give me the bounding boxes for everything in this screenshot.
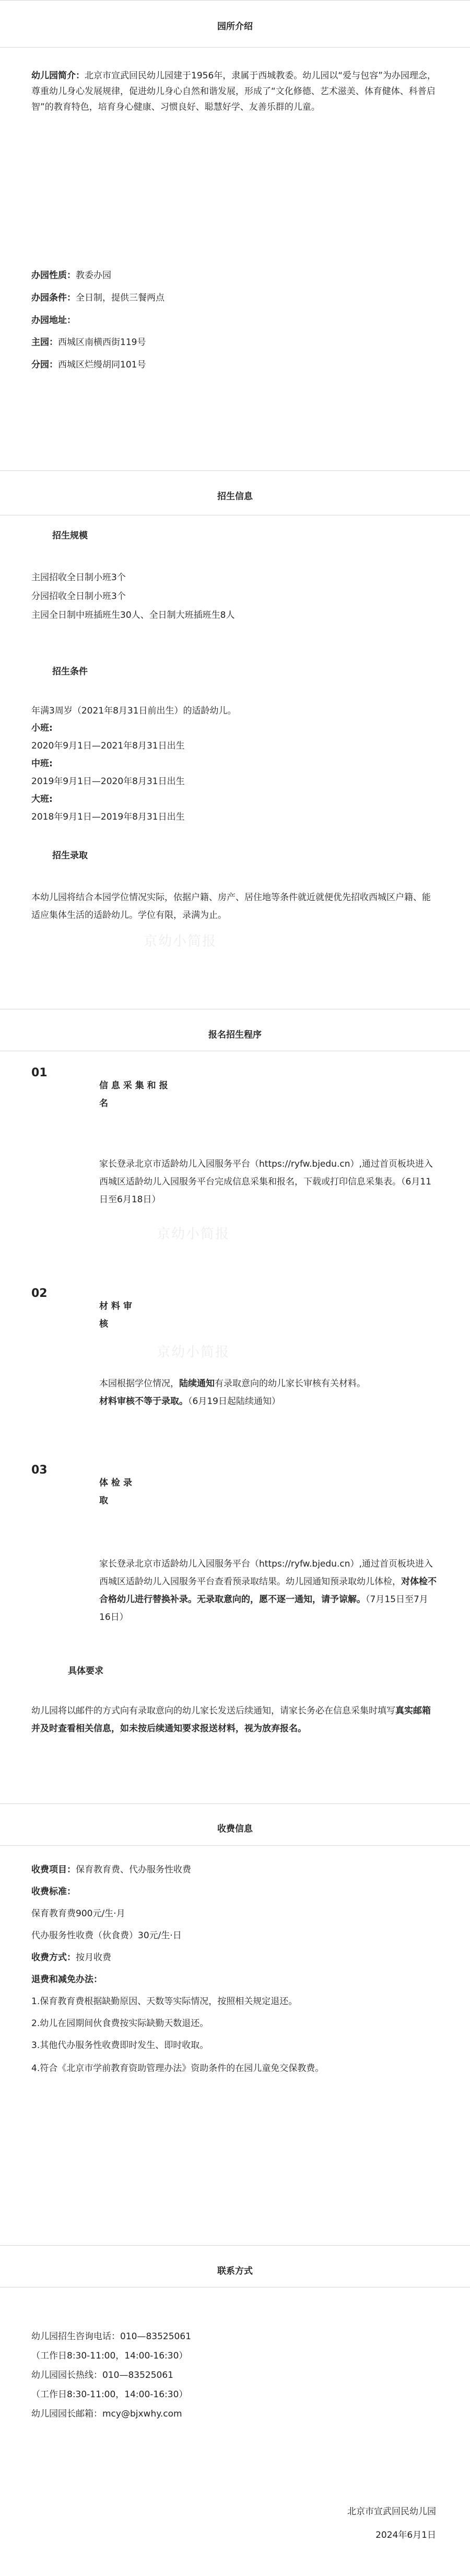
intro-branch-campus [31,357,439,373]
step-title: 名 [99,1098,108,1109]
contact-phone-director [31,2367,173,2383]
step-title: 核 [99,1319,108,1329]
fee-standard-label: 收费标准： [31,1887,76,1897]
step-text-emphasis: 材料审核不等于录取。 [99,1396,188,1407]
intro-condition [31,290,439,306]
step-title: 取 [99,1496,108,1506]
section-title-fees: 收费信息 [217,1824,253,1834]
divider [0,47,470,48]
email-label: 幼儿园园长邮箱： [31,2409,102,2419]
step-text-part: （7月15日至7月16日） [99,1594,428,1623]
intro-address-label [31,313,439,328]
fee-items [31,1862,191,1878]
watermark: 京幼小简报 [144,934,217,949]
mid-class-range: 2019年9月1日—2020年8月31日出生 [31,776,185,787]
fee-standard-item: 保育教育费900元/生·月 [31,1908,125,1919]
phone-label: 幼儿园招生咨询电话： [31,2331,120,2342]
requirements-text-emphasis: 真实邮箱并及时查看相关信息，如未按后续通知要求报送材料，视为放弃报名。 [31,1706,431,1734]
step-number: 03 [31,1464,48,1477]
step-text-emphasis: 对体检不合格幼儿进行替换补录。无录取意向的，愿不逐一通知，请予谅解。 [99,1577,437,1605]
requirements-text [31,1702,439,1738]
phone-number[interactable]: 010—83525061 [120,2331,191,2342]
contact-email [31,2406,182,2422]
nature-label: 办园性质： [31,270,76,281]
small-class-label: 小班: [31,723,53,733]
mid-class-label: 中班: [31,758,53,769]
divider [0,0,470,1]
profile-label: 幼儿园简介： [31,71,85,81]
small-class-range: 2020年9月1日—2021年8月31日出生 [31,741,185,751]
watermark: 京幼小简报 [157,1344,230,1360]
intro-nature [31,268,439,283]
refund-label: 退费和减免办法： [31,1974,102,1985]
main-campus-address: 西城区南横西街119号 [58,337,146,348]
divider [0,2245,470,2246]
fee-standard-item: 代办服务性收费（伙食费）30元/生·日 [31,1930,182,1941]
step-text-emphasis: 陆续通知 [179,1378,215,1389]
contact-hours: （工作日8:30-11:00，14:00-16:30） [31,2351,188,2361]
fee-method [31,1950,111,1965]
step-number: 02 [31,1287,48,1300]
fee-method-value: 按月收费 [76,1952,111,1963]
intro-profile [31,68,439,115]
main-campus-label: 主园： [31,337,58,348]
scale-item: 分园招收全日制小班3个 [31,591,126,602]
step-text: 家长登录北京市适龄幼儿入园服务平台（https://ryfw.bjedu.cn）,通过首页板块进入西城区适龄幼儿入园服务平台完成信息采集和报名，下载或打印信息采集表。（6月11日至6月18日） [99,1159,433,1205]
fee-method-label: 收费方式： [31,1952,76,1963]
section-title-contact: 联系方式 [217,2266,253,2276]
step-title: 信 息 采 集 和 报 [99,1080,168,1091]
nature-value: 教委办园 [76,270,111,281]
refund-item: 4.符合《北京市学前教育资助管理办法》资助条件的在园儿童免交保教费。 [31,2063,324,2074]
section-title-enroll: 招生信息 [217,491,253,502]
cond-title: 招生条件 [52,666,88,677]
admit-text: 本幼儿园将结合本园学位情况实际，依据户籍、房产、居住地等条件就近就便优先招收西城区户籍、能适应集体生活的适龄幼儿。学位有限，录满为止。 [31,892,431,921]
branch-campus-address: 西城区烂缦胡同101号 [58,360,146,370]
signature-date: 2024年6月1日 [375,2530,436,2540]
divider [0,1845,470,1846]
scale-item: 主园全日制中班插班生30人、全日制大班插班生8人 [31,610,235,620]
divider [0,1803,470,1804]
step-text [99,1555,439,1626]
step-title: 体 检 录 [99,1478,132,1488]
big-class-range: 2018年9月1日—2019年8月31日出生 [31,812,185,822]
requirements-text-part: 幼儿园将以邮件的方式向有录取意向的幼儿家长发送后续通知，请家长务必在信息采集时填写 [31,1706,395,1716]
address-label: 办园地址： [31,315,76,326]
step-text-part: （6月19日起陆续通知） [188,1396,280,1407]
intro-main-campus [31,335,439,350]
section-title-intro: 园所介绍 [217,21,253,32]
scale-title: 招生规模 [52,531,88,541]
step-text-part: 家长登录北京市适龄幼儿入园服务平台（https://ryfw.bjedu.cn）,通过首页板块进入西城区适龄幼儿入园服务平台查看预录取结果。幼儿园通知预录取幼儿体检， [99,1559,433,1587]
signature: 北京市宣武回民幼儿园 [347,2506,436,2517]
step-text-part: 本园根据学位情况， [99,1378,179,1389]
email-link[interactable]: mcy@bjxwhy.com [102,2409,182,2419]
fee-items-value: 保育教育费、代办服务性收费 [76,1865,191,1875]
cond-text: 年满3周岁（2021年8月31日前出生）的适龄幼儿。 [31,706,237,716]
step-title: 材 料 审 [99,1301,132,1312]
phone-label: 幼儿园园长热线： [31,2370,102,2380]
admit-title: 招生录取 [52,850,88,861]
step-number: 01 [31,1066,48,1079]
profile-text: 北京市宣武回民幼儿园建于1956年，隶属于西城教委。幼儿园以“爱与包容”为办园理念，尊重幼儿身心发展规律，促进幼儿身心自然和谐发展，形成了“文化修德、艺术滋美、体育健体、科普启智”的教育特色，培育身心健康、习惯良好、聪慧好学、友善乐群的儿童。 [31,71,436,112]
watermark: 京幼小简报 [157,1226,230,1242]
requirements-title: 具体要求 [68,1666,103,1676]
branch-campus-label: 分园： [31,360,58,370]
refund-item: 3.其他代办服务性收费即时发生、即时收取。 [31,2040,209,2051]
refund-item: 1.保育教育费根据缺勤原因、天数等实际情况，按照相关规定退还。 [31,1996,298,2007]
divider [0,470,470,471]
condition-value: 全日制，提供三餐两点 [76,293,164,303]
fee-items-label: 收费项目： [31,1865,76,1875]
step-text-part: 有录取意向的幼儿家长审核有关材料。 [215,1378,366,1389]
refund-item: 2.幼儿在园期间伙食费按实际缺勤天数退还。 [31,2018,209,2029]
scale-item: 主园招收全日制小班3个 [31,572,126,583]
contact-phone-admissions [31,2329,191,2344]
contact-hours: （工作日8:30-11:00，14:00-16:30） [31,2389,188,2400]
condition-label: 办园条件： [31,293,76,303]
phone-number[interactable]: 010—83525061 [102,2370,173,2380]
step-text [99,1375,439,1410]
big-class-label: 大班: [31,794,53,804]
section-title-procedure: 报名招生程序 [208,1030,262,1040]
